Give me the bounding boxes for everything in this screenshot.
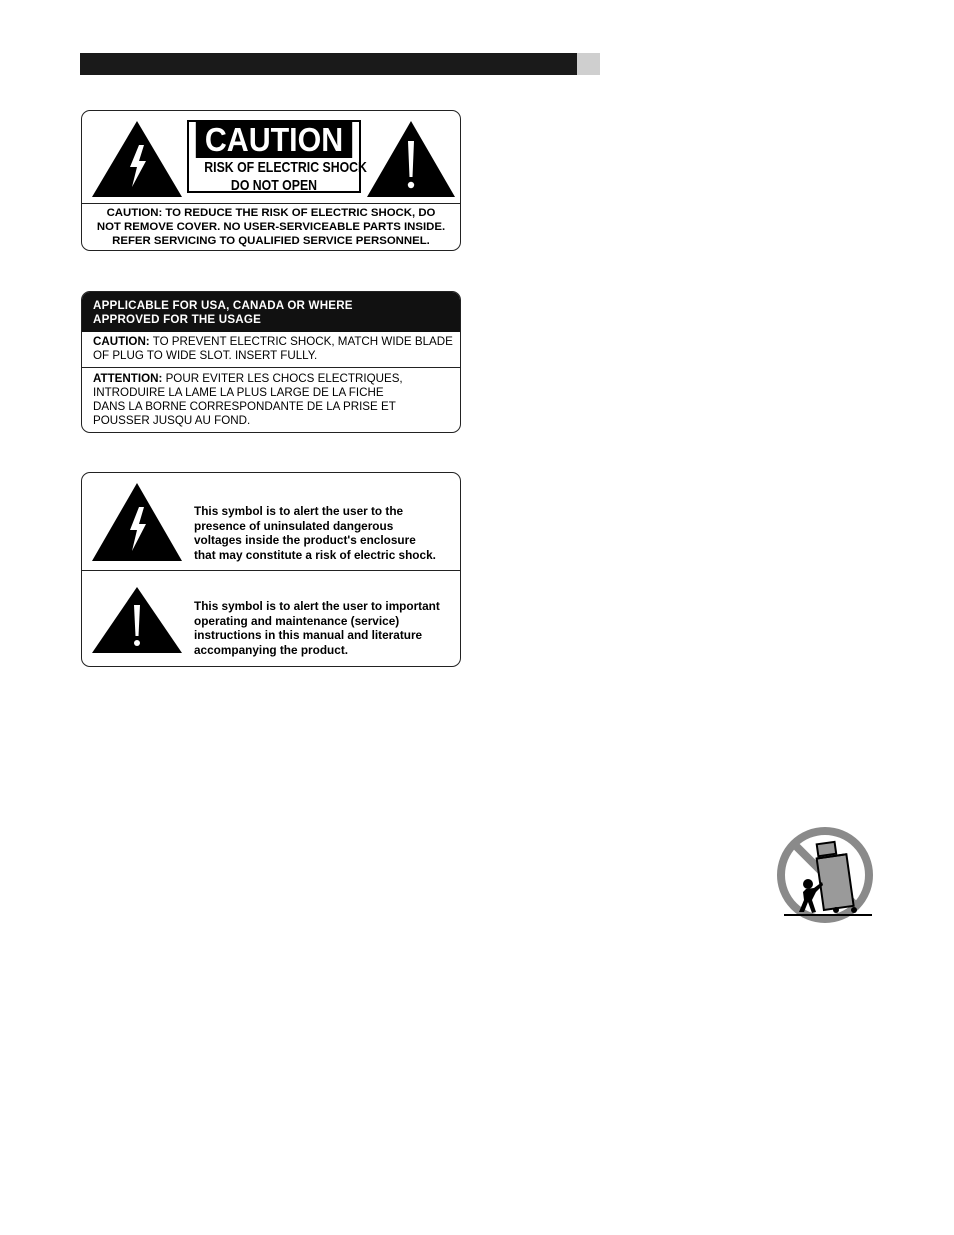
- warning-line: REFER SERVICING TO QUALIFIED SERVICE PERSONNEL.: [112, 235, 430, 247]
- caution-subtitle-1: RISK OF ELECTRIC SHOCK: [204, 159, 367, 176]
- header-tab: [577, 53, 600, 75]
- caution-warning-text: [82, 204, 460, 251]
- lightning-bolt-warning-icon: [92, 121, 182, 197]
- symbol-text-line: that may constitute a risk of electric shock.: [194, 547, 436, 562]
- header-line: APPLICABLE FOR USA, CANADA OR WHERE: [93, 299, 353, 312]
- caution-label: [81, 110, 461, 251]
- plug-attention-line: [93, 372, 460, 386]
- caution-title: CAUTION: [196, 122, 352, 158]
- warning-line: CAUTION: TO REDUCE THE RISK OF ELECTRIC SHOCK, DO: [106, 207, 436, 219]
- caution-subtitle-2: DO NOT OPEN: [230, 177, 318, 194]
- symbol-explanations: [81, 472, 461, 667]
- plug-label: [81, 291, 461, 433]
- caution-label-top: [82, 111, 460, 204]
- attention-text: POUR EVITER LES CHOCS ELECTRIQUES,: [162, 372, 403, 385]
- exclamation-warning-icon: [367, 121, 455, 197]
- no-cart-tipping-icon: [776, 826, 874, 924]
- warning-line: NOT REMOVE COVER. NO USER-SERVICEABLE PARTS INSIDE.: [96, 221, 446, 233]
- symbol-text-line: operating and maintenance (service): [194, 613, 400, 628]
- caution-box: [187, 120, 367, 194]
- exclamation-warning-icon: [92, 587, 182, 653]
- plug-caution-section: [82, 332, 460, 368]
- plug-attention-line: POUSSER JUSQU AU FOND.: [93, 414, 251, 427]
- header-bar: [80, 53, 577, 75]
- exclamation-symbol-row: [82, 571, 460, 666]
- bolt-symbol-text: [194, 504, 456, 562]
- plug-label-header: [82, 292, 460, 332]
- lightning-bolt-warning-icon: [92, 483, 182, 561]
- plug-caution-line: [93, 335, 460, 349]
- plug-caution-line: OF PLUG TO WIDE SLOT. INSERT FULLY.: [93, 349, 318, 362]
- exclamation-symbol-text: [194, 599, 456, 657]
- attention-label-text: ATTENTION:: [93, 372, 163, 385]
- plug-attention-line: DANS LA BORNE CORRESPONDANTE DE LA PRISE ET: [93, 400, 396, 413]
- bolt-symbol-row: [82, 473, 460, 571]
- symbol-text-line: This symbol is to alert the user to the: [194, 504, 404, 518]
- symbol-text-line: This symbol is to alert the user to important: [194, 599, 440, 613]
- plug-attention-section: [82, 369, 460, 428]
- caution-label-text: CAUTION:: [93, 335, 150, 348]
- symbol-text-line: accompanying the product.: [194, 642, 349, 657]
- caution-text: TO PREVENT ELECTRIC SHOCK, MATCH WIDE BLADE: [149, 335, 453, 348]
- header-line: APPROVED FOR THE USAGE: [93, 313, 262, 326]
- symbol-text-line: presence of uninsulated dangerous: [194, 518, 394, 533]
- symbol-text-line: instructions in this manual and literature: [194, 628, 423, 642]
- symbol-text-line: voltages inside the product's enclosure: [194, 533, 416, 547]
- plug-attention-line: INTRODUIRE LA LAME LA PLUS LARGE DE LA FICHE: [93, 386, 384, 399]
